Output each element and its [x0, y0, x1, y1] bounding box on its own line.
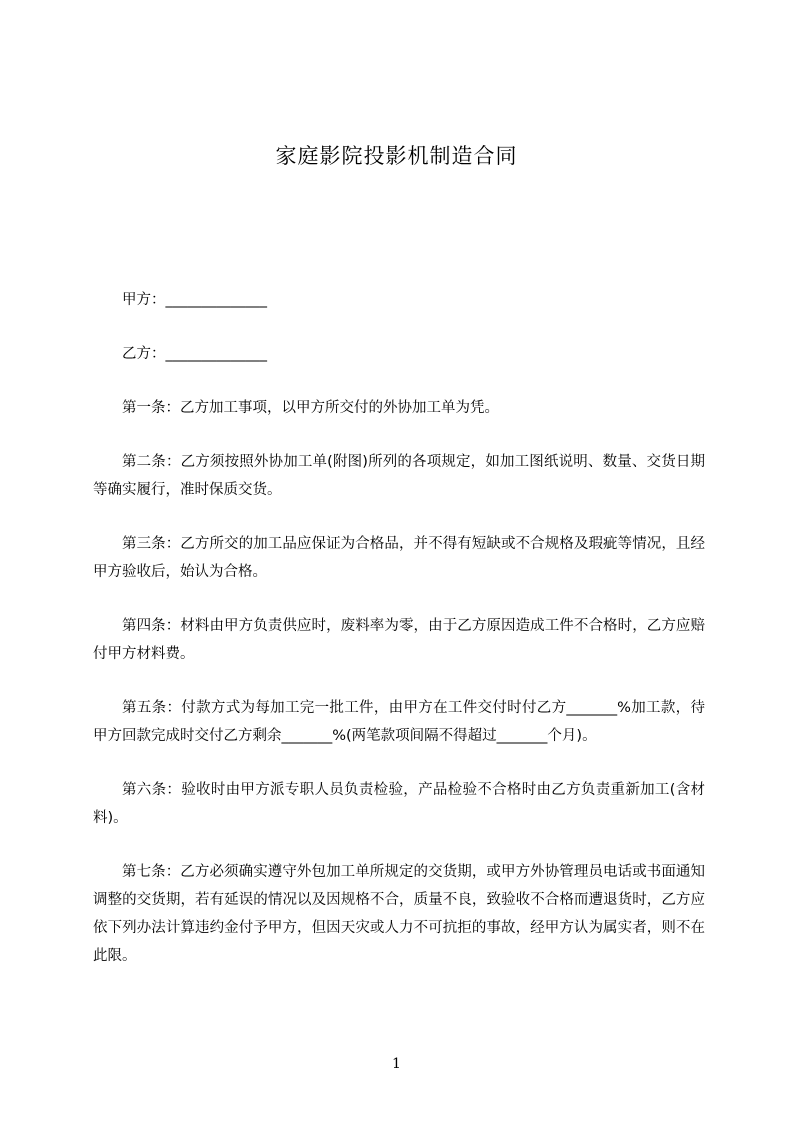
clause-3: 第三条：乙方所交的加工品应保证为合格品，并不得有短缺或不合规格及瑕疵等情况，且经甲方验收后，始认为合格。	[93, 536, 705, 580]
contract-body	[93, 286, 705, 996]
page-number: 1	[392, 1056, 401, 1072]
party-b-line: 乙方：______________	[122, 346, 267, 362]
clause-2: 第二条：乙方须按照外协加工单(附图)所列的各项规定，如加工图纸说明、数量、交货日期等确实履行，准时保质交货。	[93, 454, 705, 498]
clause-4: 第四条：材料由甲方负责供应时，废料率为零，由于乙方原因造成工件不合格时，乙方应赔付甲方材料费。	[93, 618, 705, 662]
clause-1: 第一条：乙方加工事项，以甲方所交付的外协加工单为凭。	[122, 400, 499, 416]
clause-7: 第七条：乙方必须确实遵守外包加工单所规定的交货期，或甲方外协管理员电话或书面通知调整的交货期，若有延误的情况以及因规格不合，质量不良，致验收不合格而遭退货时，乙方应依下列办法计算违约金付予甲方，但因天灾或人力不可抗拒的事故，经甲方认为属实者，则不在此限。	[93, 864, 705, 964]
clause-6: 第六条：验收时由甲方派专职人员负责检验，产品检验不合格时由乙方负责重新加工(含材料)。	[93, 782, 705, 826]
party-a-line: 甲方：______________	[122, 292, 267, 308]
clause-5: 第五条：付款方式为每加工完一批工件，由甲方在工件交付时付乙方_______%加工款，待甲方回款完成时交付乙方剩余_______%(两笔款项间隔不得超过_______个月)。	[93, 700, 705, 744]
document-title: 家庭影院投影机制造合同	[275, 144, 518, 168]
